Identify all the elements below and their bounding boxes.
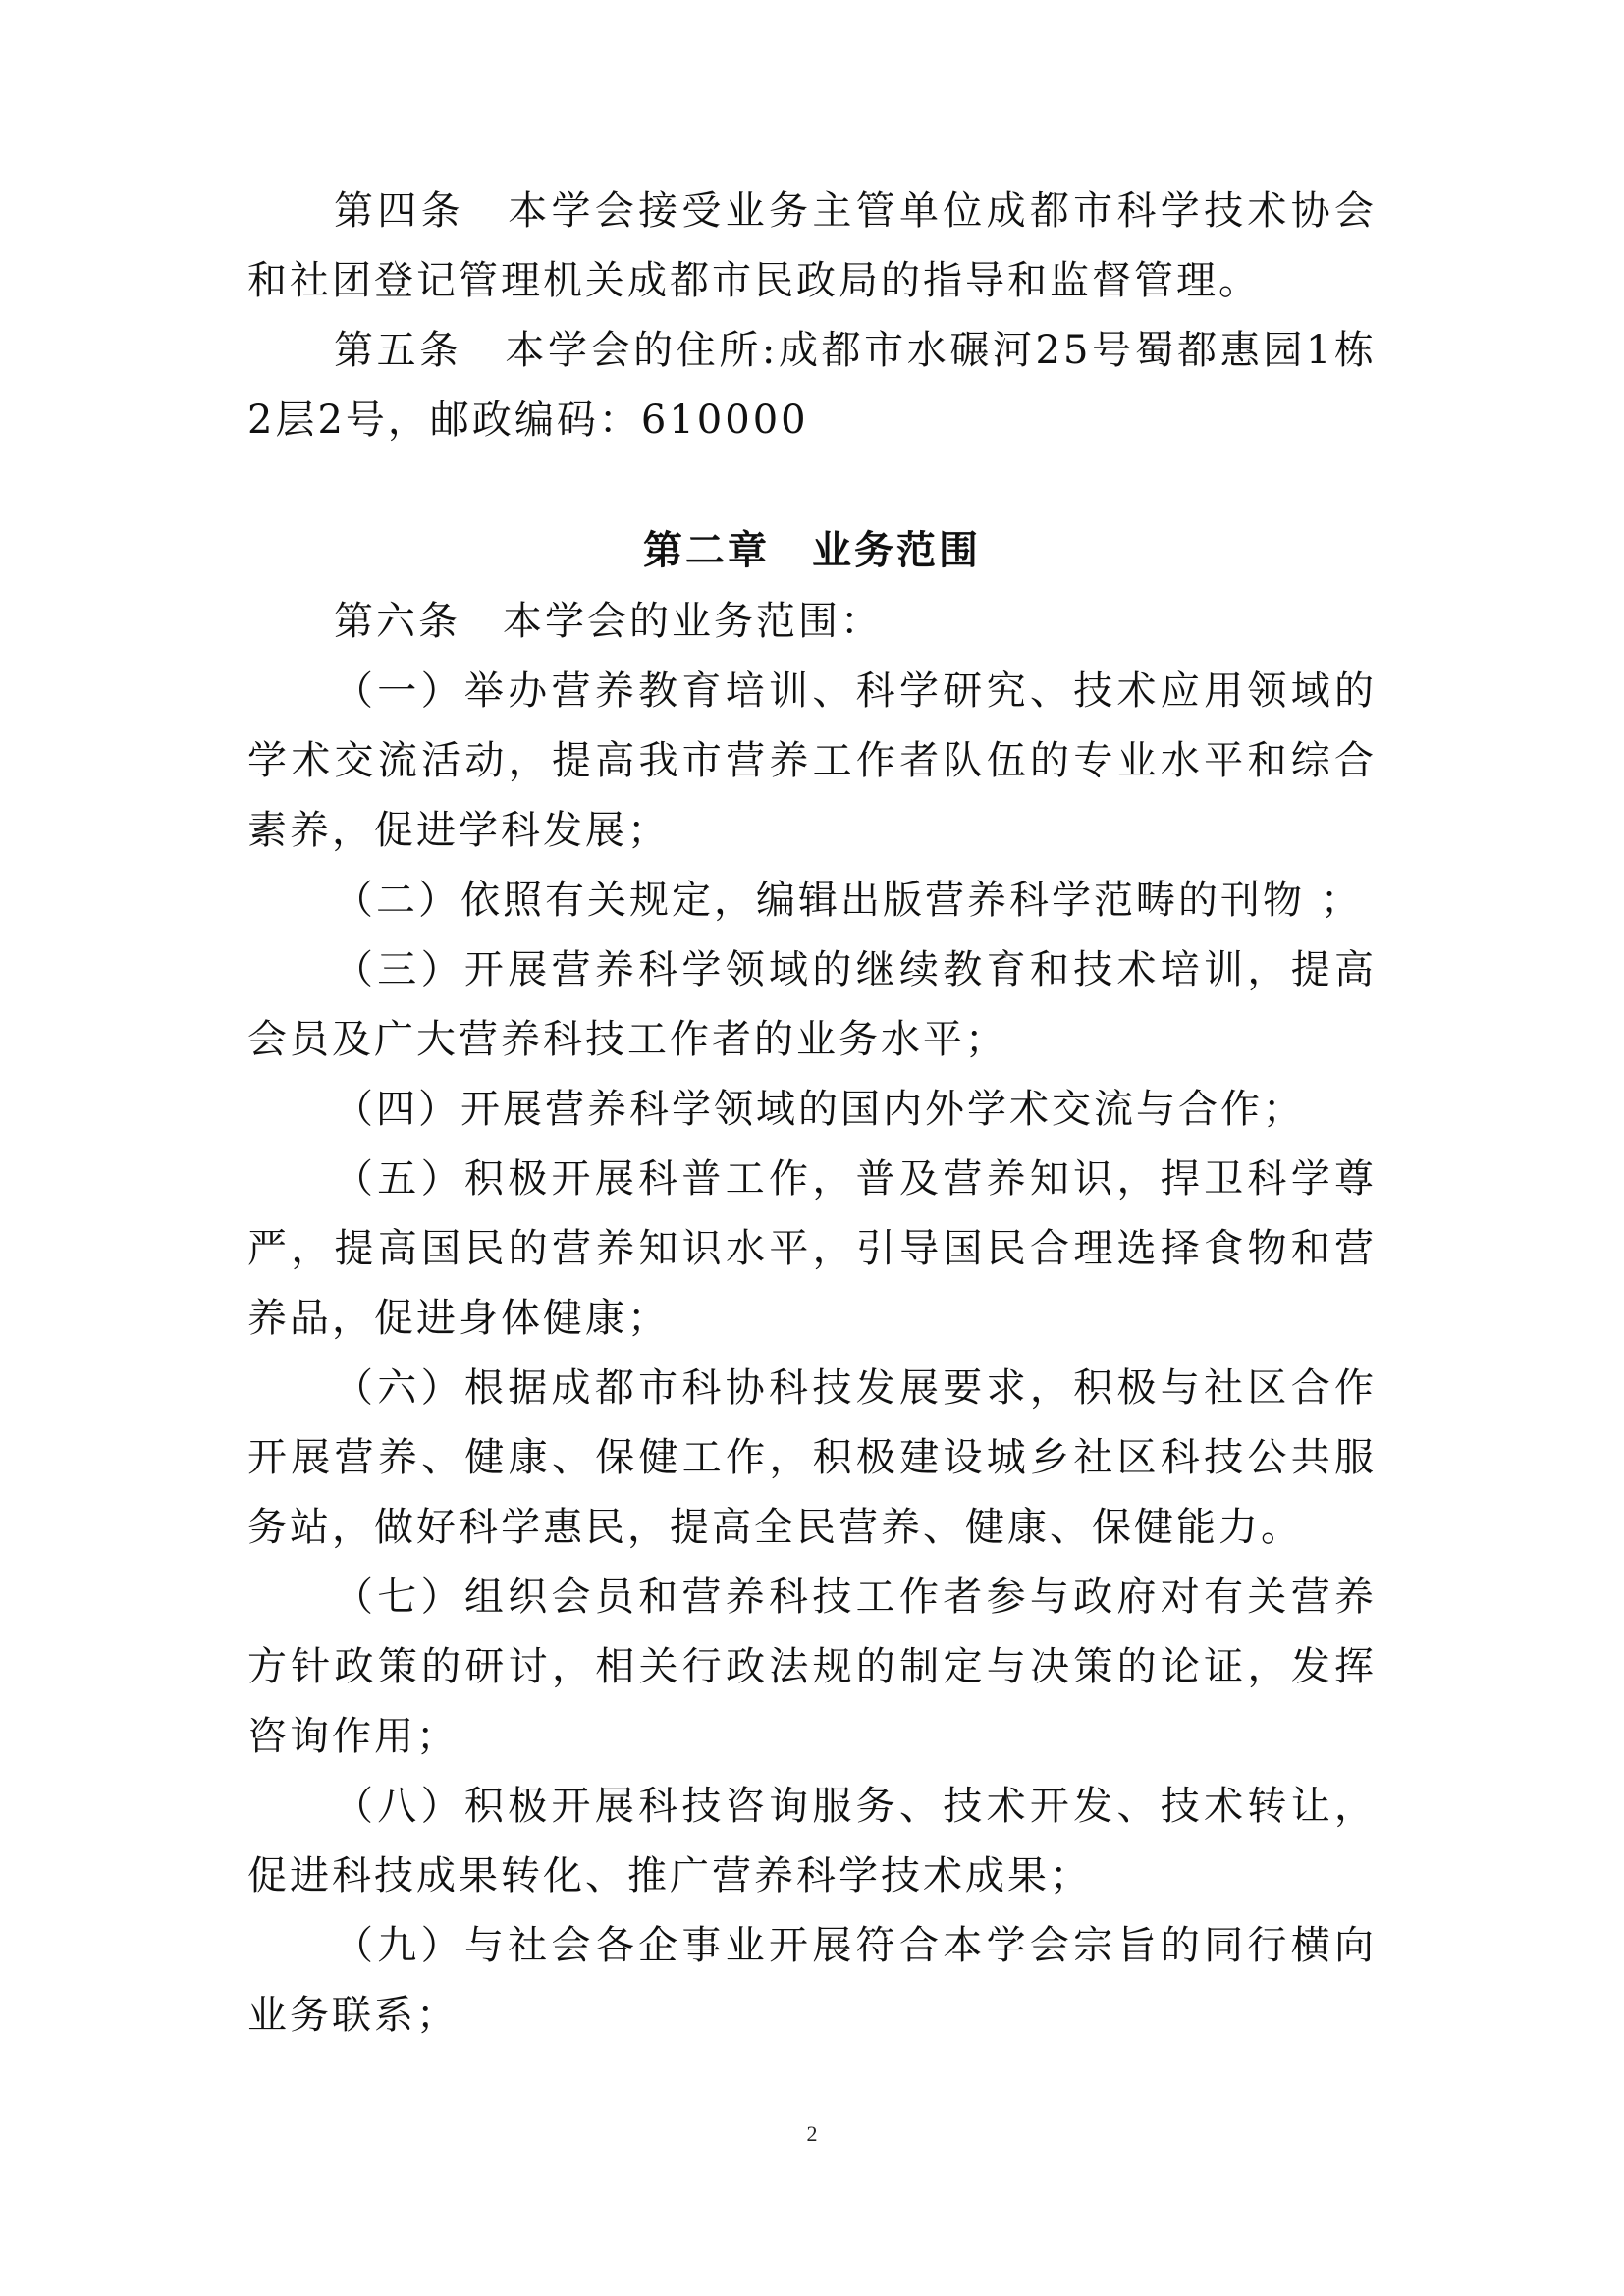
chapter-heading: 第二章 业务范围: [643, 528, 981, 573]
page-number: 2: [806, 2121, 818, 2146]
scope-item-2: （二）依照有关规定，编辑出版营养科学范畴的刊物 ；: [334, 878, 1363, 923]
scope-item-9: （九）与社会各企事业开展符合本学会宗旨的同行横向业务联系；: [247, 1923, 1377, 2038]
article-5: 第五条 本学会的住所:成都市水碾河25号蜀都惠园1栋2层2号，邮政编码：610000: [247, 328, 1377, 443]
scope-item-4: （四）开展营养科学领域的国内外学术交流与合作；: [334, 1087, 1305, 1132]
page-body: [247, 177, 1377, 2051]
scope-item-3: （三）开展营养科学领域的继续教育和技术培训，提高会员及广大营养科技工作者的业务水平；: [247, 947, 1377, 1062]
section-gap: [247, 455, 1377, 514]
article-6: 第六条 本学会的业务范围：: [334, 599, 883, 644]
scope-item-8: （八）积极开展科技咨询服务、技术开发、技术转让，促进科技成果转化、推广营养科学技术成果；: [247, 1784, 1377, 1898]
scope-item-7: （七）组织会员和营养科技工作者参与政府对有关营养方针政策的研讨，相关行政法规的制定与决策的论证，发挥咨询作用；: [247, 1575, 1377, 1759]
scope-item-1: （一）举办营养教育培训、科学研究、技术应用领域的学术交流活动，提高我市营养工作者队伍的专业水平和综合素养，促进学科发展；: [247, 668, 1377, 853]
scope-item-5: （五）积极开展科普工作，普及营养知识，捍卫科学尊严，提高国民的营养知识水平，引导国民合理选择食物和营养品，促进身体健康；: [247, 1156, 1377, 1341]
scope-item-6: （六）根据成都市科协科技发展要求，积极与社区合作开展营养、健康、保健工作，积极建设城乡社区科技公共服务站，做好科学惠民，提高全民营养、健康、保健能力。: [247, 1365, 1377, 1550]
article-4: 第四条 本学会接受业务主管单位成都市科学技术协会和社团登记管理机关成都市民政局的指导和监督管理。: [247, 188, 1377, 303]
